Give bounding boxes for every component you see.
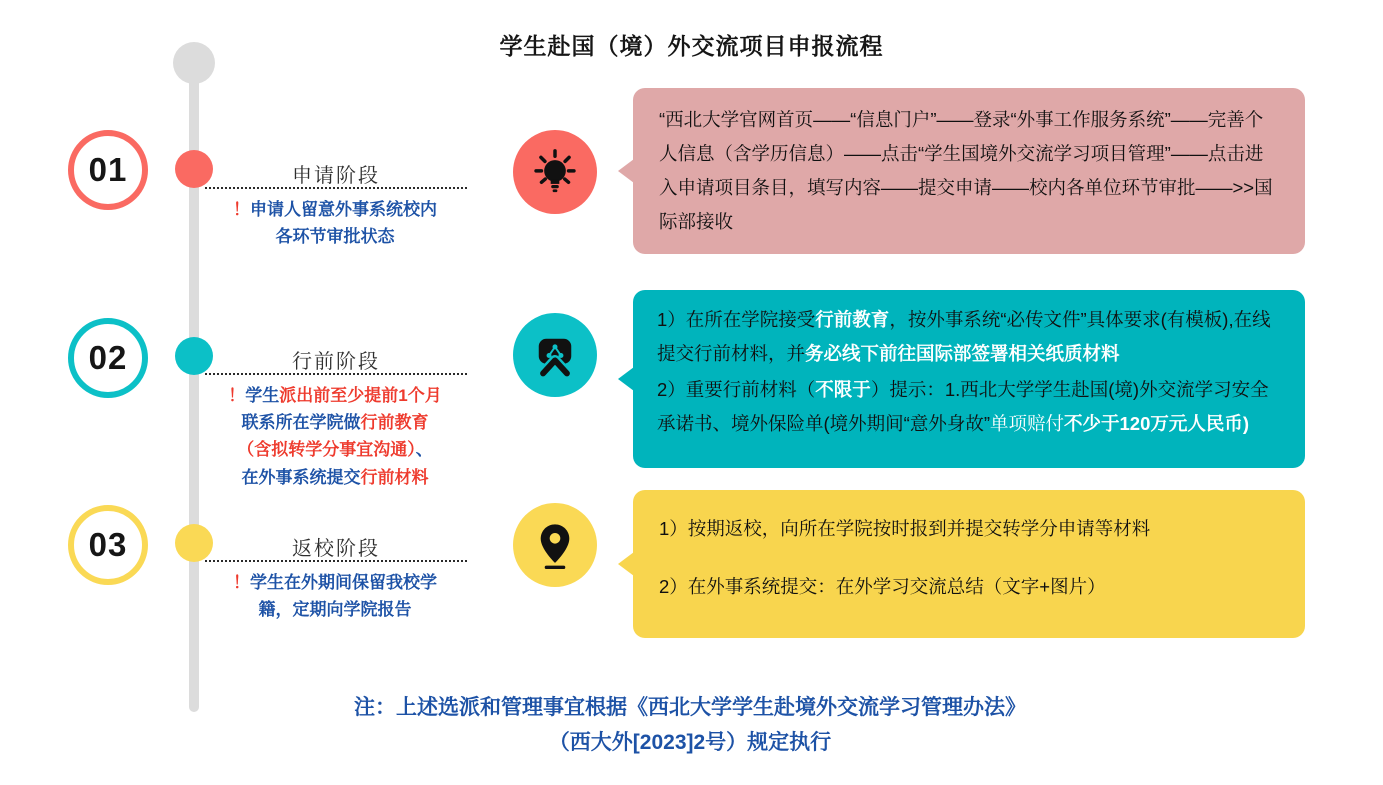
detail-text-part: 单项赔付 (989, 413, 1064, 435)
warning-text-part: 学生 (245, 386, 280, 405)
warning-exclamation: ！ (233, 573, 250, 592)
stage2-detail-paragraph-1 (657, 303, 1281, 371)
warning-line (168, 436, 502, 463)
stage-number-text: 01 (88, 151, 128, 188)
footer-note-line1: 注：上述选派和管理事宜根据《西北大学学生赴境外交流学习管理办法》 (354, 696, 1026, 719)
detail-text-part: 不少于120万元人民币) (1064, 413, 1250, 435)
warning-text-part: 在外事系统提交 (241, 467, 361, 487)
stage2-detail-bubble (633, 290, 1305, 468)
detail-text-part: ，按外事系统“必传文件”具体要求(有模板),在线提交行前材料，并 (657, 309, 1271, 365)
warning-text-part: 学生在外期间保留我校学 (250, 573, 437, 592)
stage3-warning-text (168, 569, 502, 623)
detail-text-part: 1）在所在学院接受 (657, 309, 816, 330)
stage-number-badge-02 (68, 318, 148, 398)
bubble-tail (618, 367, 634, 391)
stage2-detail-paragraph-2 (657, 373, 1281, 441)
stage-number-badge-03 (68, 505, 148, 585)
warning-text-part: 各环节审批状态 (275, 227, 395, 247)
detail-text-part: 不限于 (815, 379, 871, 401)
stage1-icon-badge (513, 130, 597, 214)
detail-text-part: 2）在外事系统提交：在外学习交流总结（文字+图片） (659, 575, 1106, 597)
detail-text-part: 务必线下前往国际部签署相关纸质材料 (805, 343, 1120, 365)
stage-number-badge-01 (68, 130, 148, 210)
dotted-divider-stage1 (205, 187, 467, 189)
detail-text-part: ）提示：1.西北大学学生赴国(境)外交流学习安全承诺书、境外保险单(境外期间“意外身故” (657, 379, 1269, 435)
warning-line (168, 569, 502, 596)
detail-text-part: 2）重要行前材料（ (657, 379, 816, 401)
screen-share-icon (529, 329, 581, 381)
stage-label-application: 申请阶段 (292, 165, 380, 187)
warning-text-part: 、 (415, 440, 433, 460)
warning-exclamation: ！ (233, 200, 250, 219)
warning-text-part: 行前教育 (360, 413, 429, 433)
warning-text-part: 籍，定期向学院报告 (258, 600, 412, 620)
stage-label-return: 返校阶段 (292, 538, 380, 560)
lightbulb-icon (529, 146, 581, 198)
location-pin-icon (529, 519, 581, 571)
stage-number-text: 03 (88, 526, 128, 563)
stage-number-text: 02 (88, 339, 128, 376)
warning-text-part: 申请人留意外事系统校内 (250, 200, 437, 219)
stage1-warning-text (168, 196, 502, 250)
warning-line (168, 382, 502, 409)
detail-text-part: 行前教育 (815, 309, 890, 330)
footer-note-line2: （西大外[2023]2号）规定执行 (548, 731, 832, 755)
footer-note (240, 690, 1140, 760)
stage3-detail-bubble (633, 490, 1305, 638)
warning-line (168, 409, 502, 436)
stage3-detail-paragraph-1 (659, 515, 1279, 543)
stage1-detail-bubble (633, 88, 1305, 254)
stage2-warning-text (168, 382, 502, 491)
warning-text-part: 联系所在学院做 (241, 413, 361, 433)
warning-text-part: 派出前至少提前1个月 (279, 386, 442, 405)
warning-line (168, 223, 502, 250)
warning-exclamation: ！ (228, 386, 246, 405)
stage3-detail-paragraph-2 (659, 573, 1279, 601)
bubble-tail (618, 552, 634, 576)
bubble-tail (618, 159, 634, 183)
warning-text-part: 行前材料 (360, 467, 429, 487)
stage-label-pre-departure: 行前阶段 (292, 351, 380, 373)
stage2-icon-badge (513, 313, 597, 397)
warning-line (168, 596, 502, 623)
stage1-detail-paragraph (659, 103, 1279, 239)
page-title: 学生赴国（境）外交流项目申报流程 (499, 33, 884, 59)
stage3-icon-badge (513, 503, 597, 587)
warning-line (168, 464, 502, 491)
warning-text-part: （含拟转学分事宜沟通） (237, 440, 416, 460)
dotted-divider-stage2 (205, 373, 467, 375)
warning-line (168, 196, 502, 223)
detail-text-part: “西北大学官网首页——“信息门户”——登录“外事工作服务系统”——完善个人信息（含学历信息）——点击“学生国境外交流学习项目管理”——点击进入申请项目条目，填写内容——提交申请——校内各单位环节审批——>>国际部接收 (659, 109, 1273, 233)
dotted-divider-stage3 (205, 560, 467, 562)
detail-text-part: 1）按期返校，向所在学院按时报到并提交转学分申请等材料 (659, 518, 1151, 539)
